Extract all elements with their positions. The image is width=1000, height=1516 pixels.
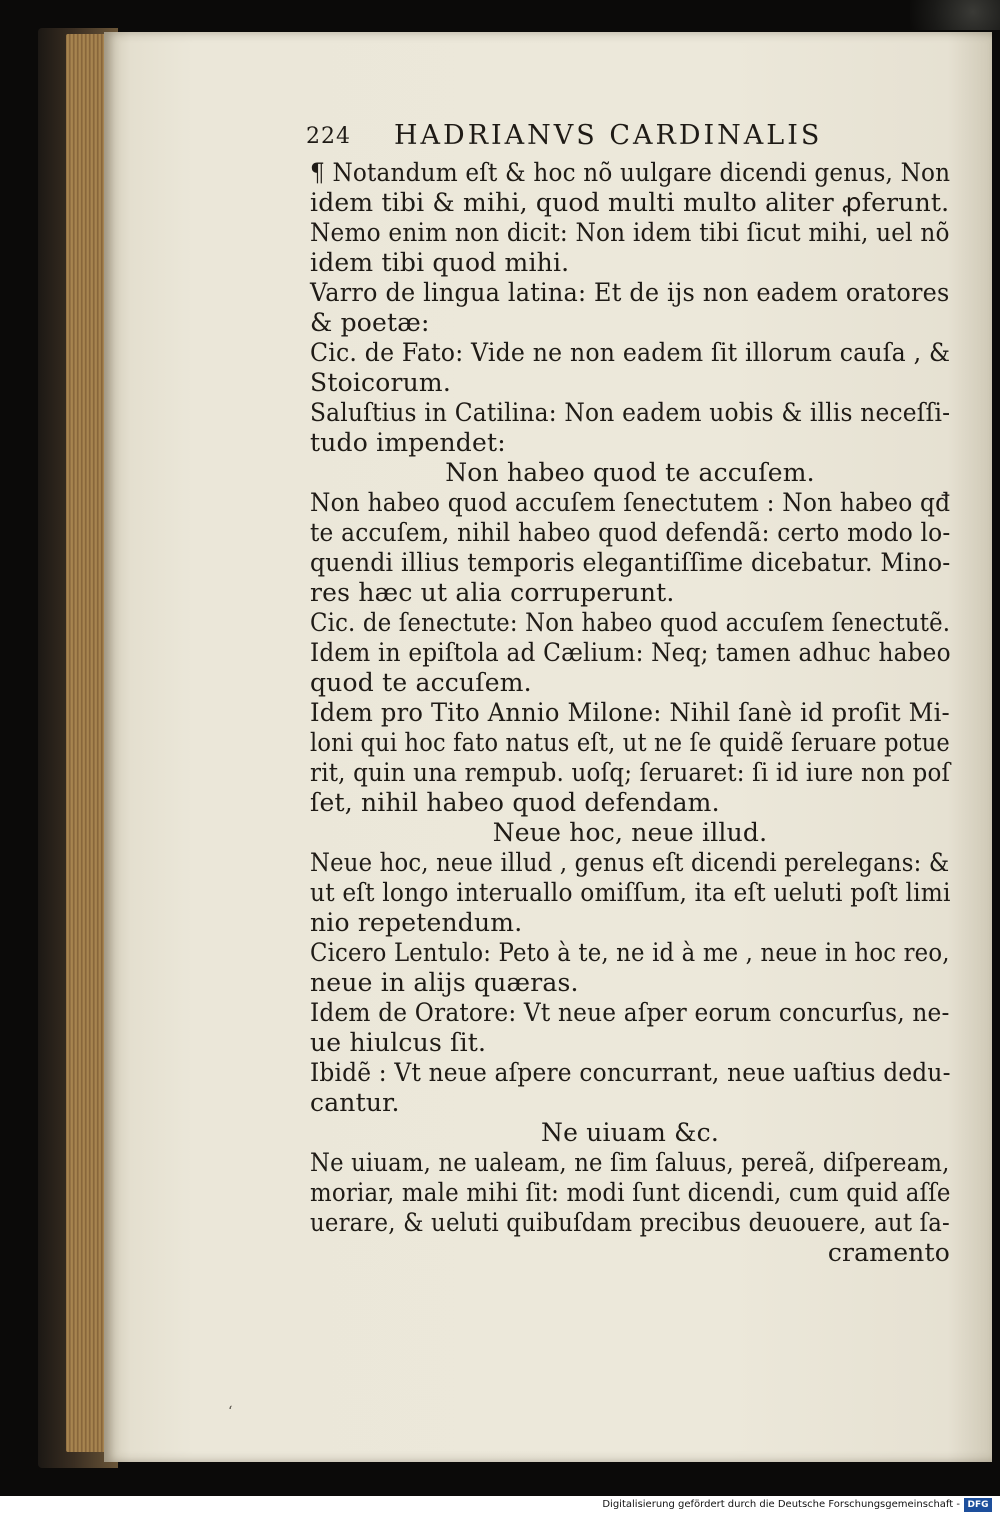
text-line: ¶ Notandum eſt & hoc nõ uulgare dicendi genus, Non xyxy=(310,158,951,187)
text-line: Non habeo quod accuſem ſenectutem : Non habeo qđ xyxy=(310,488,951,517)
dfg-logo: DFG xyxy=(964,1498,992,1512)
scanner-corner xyxy=(910,0,1000,30)
text-line: Nemo enim non dicit: Non idem tibi ſicut mihi, uel nõ xyxy=(310,218,950,247)
text-line: Varro de lingua latina: Et de ijs non eadem oratores xyxy=(310,278,950,307)
text-line: quendi illius temporis elegantiſſime dicebatur. Mino- xyxy=(310,548,951,577)
text-line: Ne uiuam, ne ualeam, ne ſim ſaluus, pereã, diſpeream, xyxy=(310,1148,950,1177)
text-line: Cicero Lentulo: Peto à te, ne id à me , neue in hoc reo, xyxy=(310,938,950,967)
margin-mark: ʻ xyxy=(228,1404,233,1420)
text-line: & poetæ: xyxy=(310,308,430,337)
text-line: tudo impendet: xyxy=(310,428,506,457)
text-line: quod te accuſem. xyxy=(310,668,532,697)
section-heading: Neue hoc, neue illud. xyxy=(492,818,768,847)
text-line: cantur. xyxy=(310,1088,400,1117)
text-line: idem tibi & mihi, quod multi multo aliter ꝓferunt. xyxy=(310,188,950,217)
section-heading: Ne uiuam &c. xyxy=(541,1118,719,1147)
text-line: res hæc ut alia corruperunt. xyxy=(310,578,675,607)
text-line: Idem in epiſtola ad Cælium: Neq; tamen adhuc habeo xyxy=(310,638,951,667)
text-line: ue hiulcus ſit. xyxy=(310,1028,487,1057)
text-line: loni qui hoc fato natus eſt, ut ne ſe quidẽ ſeruare potue xyxy=(310,728,950,757)
text-line: moriar, male mihi ſit: modi ſunt dicendi, cum quid aſſe xyxy=(310,1178,951,1207)
text-line: Cic. de ſenectute: Non habeo quod accuſem ſenectutẽ. xyxy=(310,608,951,637)
text-line: Stoicorum. xyxy=(310,368,451,397)
running-head xyxy=(306,120,946,156)
text-line: Idem de Oratore: Vt neue aſper eorum concurſus, ne- xyxy=(310,998,950,1027)
text-line: nio repetendum. xyxy=(310,908,523,937)
section-heading: Non habeo quod te accuſem. xyxy=(445,458,815,487)
text-line: neue in alijs quæras. xyxy=(310,968,579,997)
text-line: Neue hoc, neue illud , genus eſt dicendi perelegans: & xyxy=(310,848,950,877)
text-line: ut eſt longo interuallo omiſſum, ita eſt ueluti poſt limi xyxy=(310,878,951,907)
page-number: 224 xyxy=(306,124,351,149)
running-head-title: HADRIANVS CARDINALIS xyxy=(394,120,823,151)
text-line: Cic. de Fato: Vide ne non eadem ſit illorum cauſa , & xyxy=(310,338,951,367)
text-line: uerare, & ueluti quibuſdam precibus deuouere, aut ſa- xyxy=(310,1208,950,1237)
text-line: Ibidẽ : Vt neue aſpere concurrant, neue uaſtius dedu- xyxy=(310,1058,951,1087)
text-line: idem tibi quod mihi. xyxy=(310,248,570,277)
text-line: rit, quin una rempub. uoſq; ſeruaret: ſi id iure non poſ xyxy=(310,758,951,787)
footer-credit: Digitalisierung gefördert durch die Deutsche Forschungsgemeinschaft - xyxy=(602,1499,960,1510)
text-line: Saluſtius in Catilina: Non eadem uobis & illis neceſſi- xyxy=(310,398,951,427)
text-line: ſet, nihil habeo quod defendam. xyxy=(310,788,720,817)
text-line: Idem pro Tito Annio Milone: Nihil ſanè id proſit Mi- xyxy=(310,698,950,727)
digitization-footer xyxy=(0,1496,1000,1516)
catchword: cramento xyxy=(827,1238,950,1267)
text-line: te accuſem, nihil habeo quod defendã: certo modo lo- xyxy=(310,518,951,547)
